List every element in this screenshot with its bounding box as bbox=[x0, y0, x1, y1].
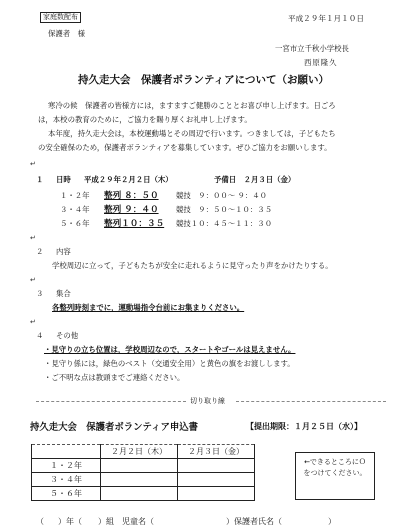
cut-line-left bbox=[36, 401, 186, 402]
section-label: その他 bbox=[56, 331, 79, 340]
other-note: ・見守りの立ち位置は，学校周辺なので，スタートやゴールは見えません。 bbox=[44, 345, 296, 354]
form-title: 持久走大会 保護者ボランティア申込書 bbox=[30, 422, 199, 433]
addressee: 保護者 様 bbox=[48, 29, 85, 38]
mark-cell[interactable] bbox=[178, 487, 255, 501]
intro-line: の安全確保のため，保護者ボランティアを募集しています。ぜひご協力をお願いします。 bbox=[38, 143, 332, 152]
intro-line: 本年度，持久走大会は，本校運動場とその周辺で行います。つきましては，子どもたち bbox=[48, 129, 336, 138]
closing-paren: ） bbox=[328, 517, 336, 526]
mark-cell[interactable] bbox=[101, 487, 178, 501]
schedule-grade: ３・４年 bbox=[60, 205, 90, 214]
section-number: ４ bbox=[36, 331, 44, 340]
cut-line-right bbox=[236, 401, 386, 402]
section-number: ２ bbox=[36, 247, 44, 256]
issue-date: 平成２９年１月１０日 bbox=[288, 14, 364, 23]
other-note: ・ご不明な点は教頭までご連絡ください。 bbox=[44, 373, 185, 382]
section-label: 集合 bbox=[56, 289, 71, 298]
cut-line-label: 切り取り線 bbox=[190, 397, 225, 405]
section-number: １ bbox=[36, 175, 44, 184]
table-corner-cell bbox=[32, 445, 101, 459]
row-header: ３・４年 bbox=[32, 473, 101, 487]
schedule-run-time: 競技１０：４５～１１：３０ bbox=[176, 219, 273, 228]
paragraph-mark: ↵ bbox=[30, 318, 36, 326]
column-header: ２月３日（金） bbox=[178, 445, 255, 459]
schedule-call-time: 整列１０：３５ bbox=[104, 219, 165, 229]
principal-name: 西原隆久 bbox=[304, 58, 338, 67]
guardian-name-label: ）保護者氏名（ bbox=[226, 517, 282, 526]
distribution-stamp: 家庭数配布 bbox=[40, 12, 81, 23]
schedule-run-time: 競技 ９：５０～１０：３５ bbox=[176, 205, 273, 214]
schedule-call-time: 整列 ８：５０ bbox=[104, 191, 159, 201]
section-number: ３ bbox=[36, 289, 44, 298]
table-row bbox=[32, 487, 255, 501]
mark-cell[interactable] bbox=[101, 459, 178, 473]
row-header: ５・６年 bbox=[32, 487, 101, 501]
paragraph-mark: ↵ bbox=[30, 276, 36, 284]
column-header: ２月２日（木） bbox=[101, 445, 178, 459]
child-name-label: ）組 児童名（ bbox=[98, 517, 154, 526]
other-note: ・見守り係には，緑色のベスト（交通安全用）と黄色の旗をお渡しします。 bbox=[44, 359, 295, 368]
signature-line: （ ）年（ ）組 児童名（ ）保護者氏名（ ） bbox=[36, 517, 336, 526]
table-row bbox=[32, 473, 255, 487]
reserve-date: 予備日 ２月３日（金） bbox=[214, 175, 296, 184]
form-deadline: 【提出期限：１月２５日（水）】 bbox=[246, 422, 362, 431]
schedule-call-time: 整列 ９：４０ bbox=[104, 205, 159, 215]
intro-line: は，本校の教育のために，ご協力を賜り厚くお礼申し上げます。 bbox=[38, 115, 252, 124]
intro-line: 寒冷の候 保護者の皆様方には，ますますご健勝のこととお喜び申し上げます。日ごろ bbox=[48, 101, 336, 110]
row-header: １・２年 bbox=[32, 459, 101, 473]
paragraph-mark: ↵ bbox=[30, 234, 36, 242]
year-field-label: ）年（ bbox=[58, 517, 82, 526]
table-row bbox=[32, 459, 255, 473]
paragraph-mark: ↵ bbox=[30, 160, 36, 168]
schedule-run-time: 競技 ９：００～ ９：４０ bbox=[176, 191, 268, 200]
section-label: 日時 bbox=[56, 175, 71, 184]
mark-cell[interactable] bbox=[101, 473, 178, 487]
section-text: 各整列時刻までに，運動場指令台前にお集まりください。 bbox=[52, 303, 245, 312]
page-title: 持久走大会 保護者ボランティアについて（お願い） bbox=[78, 74, 329, 86]
table-header-row bbox=[32, 445, 255, 459]
section-text: 学校周辺に立って，子どもたちが安全に走れるように見守ったり声をかけたりする。 bbox=[52, 261, 333, 270]
mark-cell[interactable] bbox=[178, 473, 255, 487]
event-date: 平成２９年２月２日（木） bbox=[84, 175, 173, 184]
mark-cell[interactable] bbox=[178, 459, 255, 473]
instruction-note-box: ←できるところにＯをつけてください。 bbox=[295, 452, 375, 500]
volunteer-application-table bbox=[31, 444, 255, 501]
schedule-grade: １・２年 bbox=[60, 191, 90, 200]
section-label: 内容 bbox=[56, 247, 71, 256]
schedule-grade: ５・６年 bbox=[60, 219, 90, 228]
school-name: 一宮市立千秋小学校長 bbox=[275, 44, 349, 53]
